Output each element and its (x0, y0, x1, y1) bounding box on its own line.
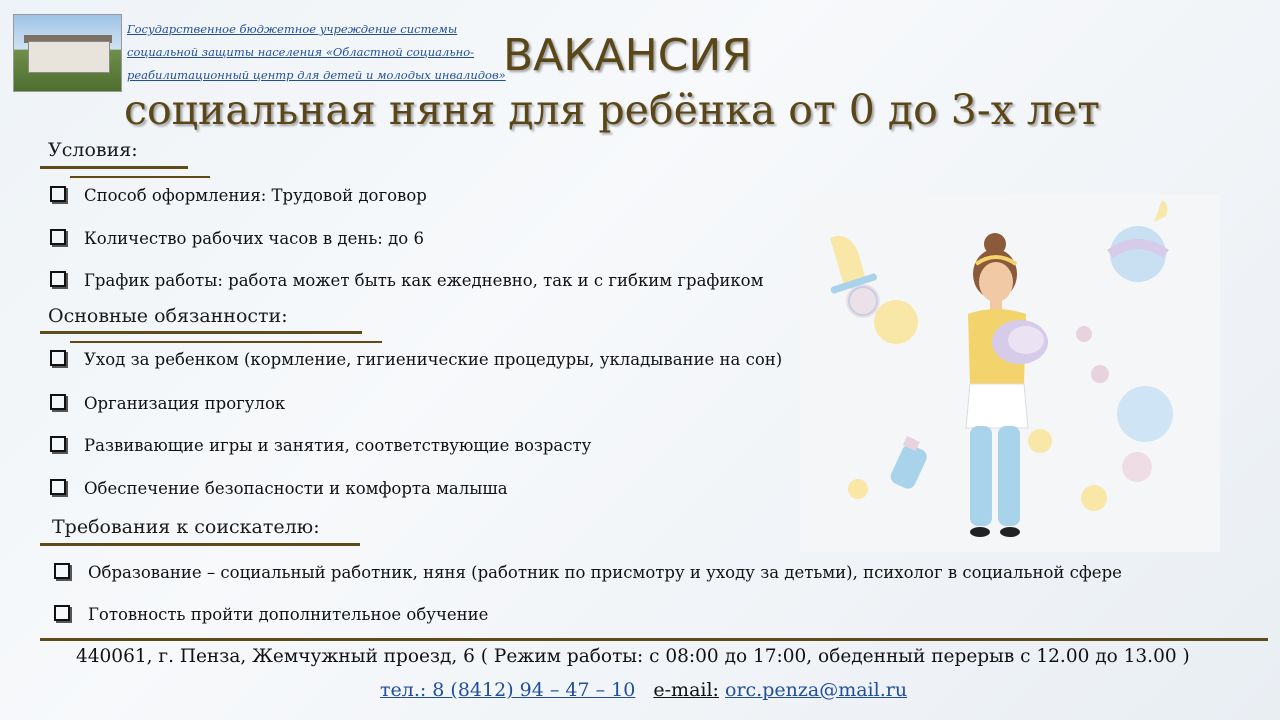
email-link[interactable]: orc.penza@mail.ru (725, 679, 908, 701)
list-item: Способ оформления: Трудовой договор (50, 186, 427, 205)
building-facade (28, 41, 110, 73)
address-text: 440061, г. Пенза, Жемчужный проезд, 6 ( Режим работы: с 08:00 до 17:00, обеденный перерыв с 12.00 до 13.00 ) (76, 646, 1190, 667)
page-title: ВАКАНСИЯ (503, 30, 752, 81)
list-item: График работы: работа может быть как ежедневно, так и с гибким графиком (50, 271, 763, 290)
checkbox-bullet-icon (50, 479, 66, 495)
checkbox-bullet-icon (50, 186, 66, 202)
phone-link[interactable]: тел.: 8 (8412) 94 – 47 – 10 (380, 679, 636, 701)
list-item: Обеспечение безопасности и комфорта малыша (50, 479, 508, 498)
requirements-underline (40, 543, 360, 546)
building-photo (13, 14, 122, 92)
conditions-underline (40, 166, 188, 169)
duties-heading: Основные обязанности: (48, 305, 288, 327)
checkbox-bullet-icon (54, 563, 70, 579)
org-line-3: реабилитационный центр для детей и молодых инвалидов» (127, 68, 506, 82)
checkbox-bullet-icon (54, 605, 70, 621)
list-item: Уход за ребенком (кормление, гигиенические процедуры, укладывание на сон) (50, 350, 782, 369)
requirements-heading: Требования к соискателю: (52, 516, 320, 538)
checkbox-bullet-icon (50, 394, 66, 410)
footer-divider (40, 638, 1268, 641)
list-item: Количество рабочих часов в день: до 6 (50, 229, 424, 248)
checkbox-bullet-icon (50, 350, 66, 366)
contacts (380, 679, 907, 701)
duties-underline (40, 331, 362, 334)
org-line-1: Государственное бюджетное учреждение системы (127, 22, 458, 36)
list-item: Организация прогулок (50, 394, 285, 413)
list-item: Готовность пройти дополнительное обучение (54, 605, 488, 624)
vacancy-subtitle: социальная няня для ребёнка от 0 до 3-х лет (124, 86, 1100, 134)
duties-underline-2 (70, 341, 382, 343)
checkbox-bullet-icon (50, 271, 66, 287)
list-item: Развивающие игры и занятия, соответствующие возрасту (50, 436, 591, 455)
org-line-2: социальной защиты населения «Областной социально- (127, 45, 475, 59)
conditions-heading: Условия: (48, 139, 138, 161)
checkbox-bullet-icon (50, 229, 66, 245)
list-item: Образование – социальный работник, няня (работник по присмотру и уходу за детьми), психолог в социальной сфере (54, 563, 1122, 582)
organization-name[interactable] (127, 18, 507, 87)
conditions-underline-2 (70, 176, 210, 178)
nanny-illustration (800, 194, 1220, 552)
email-label: e-mail: (653, 679, 719, 701)
nanny-with-baby-icon (800, 194, 1220, 552)
checkbox-bullet-icon (50, 436, 66, 452)
